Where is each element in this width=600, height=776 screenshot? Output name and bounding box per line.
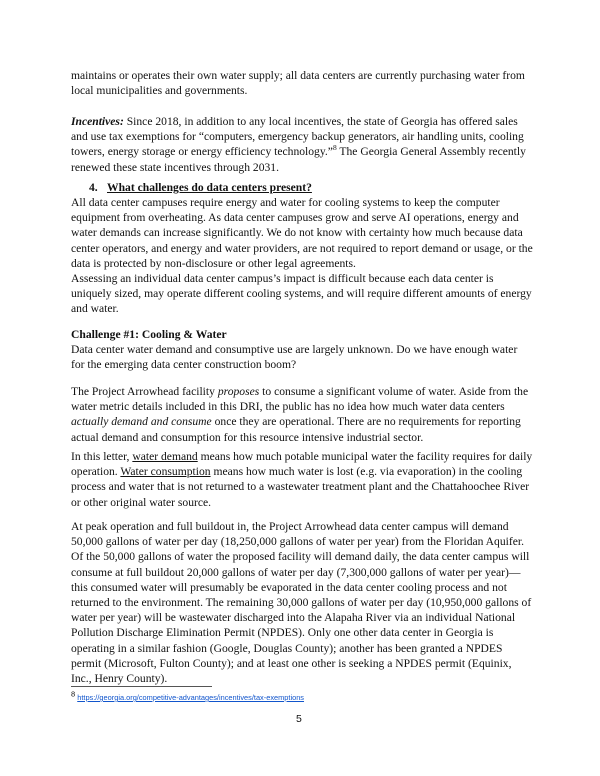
paragraph-arrowhead: The Project Arrowhead facility proposes to consume a significant volume of water. Aside from the water metric details included in this DRI, the public has no idea how much water data centers actually demand and consume once they are operational. There are no requirements for reporting actual demand and consumption for this resource intensive industrial sector. xyxy=(71,385,529,444)
paragraph-incentives xyxy=(71,114,533,175)
footnote-link[interactable]: https://georgia.org/competitive-advantages/incentives/tax-exemptions xyxy=(77,693,305,702)
footnote xyxy=(71,689,305,703)
section-title: What challenges do data centers present? xyxy=(107,181,312,194)
section-number: 4. xyxy=(89,181,98,194)
section-heading-4 xyxy=(89,180,312,195)
term-water-consumption: Water consumption xyxy=(120,465,211,479)
footnote-number: 8 xyxy=(71,689,76,699)
paragraph-water-supply: maintains or operates their own water supply; all data centers are currently purchasing water from local municipalities and governments. xyxy=(71,69,525,98)
paragraph-definitions: In this letter, water demand means how much potable municipal water the facility requires for daily operation. Water consumption means how much water is lost (e.g. via evaporation) in the cooling process and water that is not returned to a wastewater treatment plant and the Chattahoochee River or other original water source. xyxy=(71,450,533,509)
paragraph-assessing: Assessing an individual data center campus’s impact is difficult because each data center is uniquely sized, may operate different cooling systems, and will require different amounts of energy and water. xyxy=(71,272,532,316)
term-water-demand: water demand xyxy=(132,450,198,463)
incentives-label: Incentives: xyxy=(71,115,124,128)
emphasis-proposes: proposes xyxy=(217,385,260,398)
challenge-1-text: Data center water demand and consumptive use are largely unknown. Do we have enough water for the emerging data center construction boom? xyxy=(71,343,518,372)
footnote-reference[interactable]: 8 xyxy=(332,143,337,153)
paragraph-peak-operation: At peak operation and full buildout in, the Project Arrowhead data center campus will demand 50,000 gallons of water per day (18,250,000 gallons of water per year) from the Floridan Aquifer. Of the 50,000 gallons of water the proposed facility will demand daily, the data center campus will consume at full buildout 20,000 gallons of water per day (7,300,000 gallons of water per year)—this consumed water will presumably be evaporated in the data center cooling process and not returned to the environment. The remaining 30,000 gallons of water per day (10,950,000 gallons of water per year) will be wastewater discharged into the Alapaha River via an individual National Pollution Discharge Elimination Permit (NPDES). Only one other data center in Georgia is operating in a similar fashion (Google, Douglas County); another has been granted a NPDES permit (Microsoft, Fulton County); and at least one other is seeking a NPDES permit (Equinix, Inc., Henry County). xyxy=(71,520,532,686)
footnote-divider xyxy=(71,686,212,687)
incentives-text-after: The Georgia General Assembly recently renewed these state incentives through 2031. xyxy=(71,145,526,174)
emphasis-actually-demand: actually demand and consume xyxy=(71,415,212,429)
paragraph-challenges: All data center campuses require energy and water for cooling systems to keep the computer equipment from overheating. As data center campuses grow and serve AI operations, energy and water demands can increase significantly. We do not know with certainty how much because data center operators, and energy and water providers, are not required to report demand or usage, or the data is protected by non-disclosure or other legal agreements. xyxy=(71,196,533,270)
page-number: 5 xyxy=(296,713,302,725)
incentives-text: Since 2018, in addition to any local incentives, the state of Georgia has offered sales and use tax exemptions for “computers, emergency backup generators, air handling units, cooling towers, energy storage or energy efficiency technology.” xyxy=(71,115,524,159)
challenge-1 xyxy=(71,327,533,373)
challenge-1-title: Challenge #1: Cooling & Water xyxy=(71,328,227,341)
